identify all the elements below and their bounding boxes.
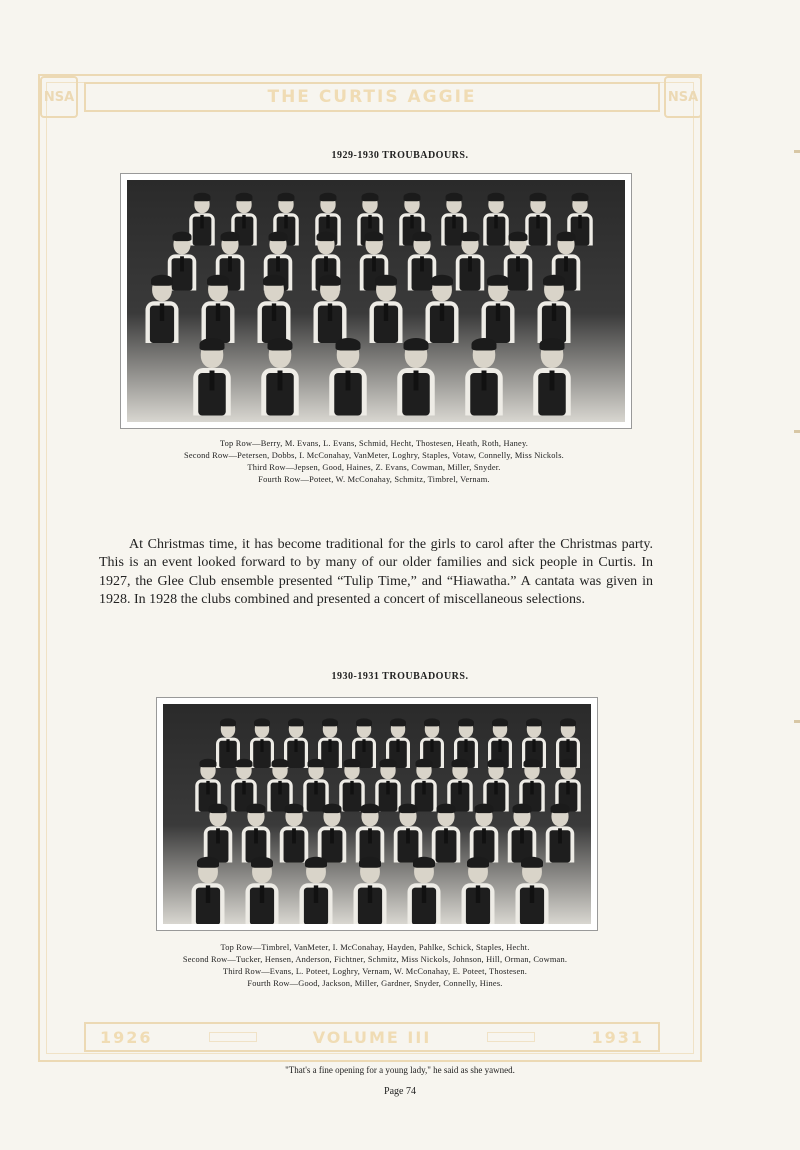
section1-caption xyxy=(94,438,654,486)
photo-figure xyxy=(375,761,401,812)
photo-figure xyxy=(202,277,235,343)
photo-figure xyxy=(280,806,309,863)
photo-figure xyxy=(482,277,515,343)
photo-figure xyxy=(246,859,279,924)
emblem-right: NSA xyxy=(664,76,702,118)
banner-ornament xyxy=(487,1032,535,1042)
photo-1930-1931-image xyxy=(163,704,591,924)
photo-figure xyxy=(204,806,233,863)
section2-heading: 1930-1931 TROUBADOURS. xyxy=(331,671,469,682)
photo-figure xyxy=(354,859,387,924)
footer-volume: VOLUME III xyxy=(312,1027,432,1047)
photo-figure xyxy=(397,341,435,416)
group-photo-1929-1930 xyxy=(120,173,632,429)
photo-figure xyxy=(258,277,291,343)
photo-figure xyxy=(394,806,423,863)
photo-figure xyxy=(370,277,403,343)
photo-figure xyxy=(318,806,347,863)
photo-figure xyxy=(516,859,549,924)
photo-figure xyxy=(508,806,537,863)
photo-figure xyxy=(465,341,503,416)
caption-row: Top Row—Berry, M. Evans, L. Evans, Schmid, Hecht, Thostesen, Heath, Roth, Haney. xyxy=(219,439,529,448)
photo-figure xyxy=(356,806,385,863)
caption-row: Second Row—Tucker, Hensen, Anderson, Fichtner, Schmitz, Miss Nickols, Johnson, Hill, Orman, Cowman. xyxy=(182,955,568,964)
emblem-left: NSA xyxy=(40,76,78,118)
photo-figure xyxy=(314,277,347,343)
photo-figure xyxy=(533,341,571,416)
edge-mark xyxy=(794,150,800,153)
section2-caption xyxy=(90,942,660,990)
header-banner-title: THE CURTIS AGGIE xyxy=(267,87,477,107)
photo-figure xyxy=(456,234,485,291)
section1-heading: 1929-1930 TROUBADOURS. xyxy=(331,150,469,161)
caption-row: Third Row—Evans, L. Poteet, Loghry, Vernam, W. McConahay, E. Poteet, Thostesen. xyxy=(222,967,528,976)
photo-figure xyxy=(261,341,299,416)
footer-banner xyxy=(84,1022,660,1052)
photo-figure xyxy=(546,806,575,863)
caption-row: Second Row—Petersen, Dobbs, I. McConahay, VanMeter, Loghry, Staples, Votaw, Connelly, Miss Nickols. xyxy=(184,451,564,460)
caption-row: Fourth Row—Poteet, W. McConahay, Schmitz, Timbrel, Vernam. xyxy=(258,475,490,484)
photo-figure xyxy=(192,859,225,924)
photo-figure xyxy=(339,761,365,812)
photo-figure xyxy=(408,859,441,924)
photo-figure xyxy=(242,806,271,863)
photo-figure xyxy=(193,341,231,416)
body-paragraph: At Christmas time, it has become traditional for the girls to carol after the Christmas party. This is an event looked forward to by many of our older families and sick people in Curtis. In 1927, the Glee Club ensemble presented “Tulip Time,” and “Hiawatha.” A cantata was given in 1928. In 1928 the clubs combined and presented a concert of miscellaneous selections. xyxy=(99,537,653,608)
banner-ornament xyxy=(209,1032,257,1042)
edge-mark xyxy=(794,720,800,723)
photo-figure xyxy=(411,761,437,812)
group-photo-1930-1931 xyxy=(156,697,598,931)
caption-row: Third Row—Jepsen, Good, Haines, Z. Evans, Cowman, Miller, Snyder. xyxy=(247,463,501,472)
footer-year-start: 1926 xyxy=(100,1027,153,1047)
footer-quote: "That's a fine opening for a young lady," he said as she yawned. xyxy=(285,1065,515,1075)
photo-figure xyxy=(432,806,461,863)
photo-figure xyxy=(146,277,179,343)
photo-figure xyxy=(329,341,367,416)
page-number: Page 74 xyxy=(384,1086,416,1097)
photo-figure xyxy=(462,859,495,924)
caption-row: Top Row—Timbrel, VanMeter, I. McConahay, Hayden, Pahlke, Schick, Staples, Hecht. xyxy=(220,943,530,952)
photo-1929-1930-image xyxy=(127,180,625,422)
photo-figure xyxy=(470,806,499,863)
caption-row: Fourth Row—Good, Jackson, Miller, Gardner, Snyder, Connelly, Hines. xyxy=(247,979,503,988)
photo-figure xyxy=(300,859,333,924)
photo-figure xyxy=(426,277,459,343)
header-banner xyxy=(84,82,660,112)
photo-figure xyxy=(538,277,571,343)
edge-mark xyxy=(794,430,800,433)
footer-year-end: 1931 xyxy=(591,1027,644,1047)
